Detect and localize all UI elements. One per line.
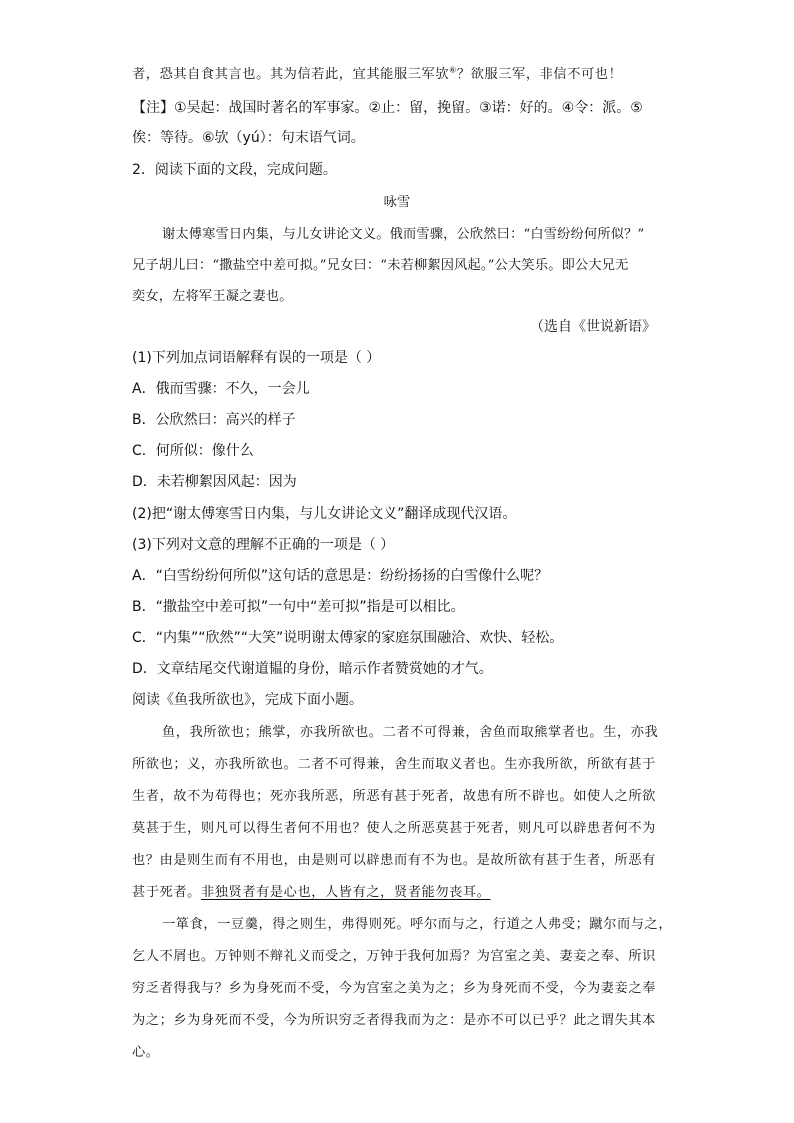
underlined-sentence: 非独贤者有是心也，人皆有之，贤者能勿丧耳。 bbox=[200, 885, 491, 900]
intro-line-1 bbox=[132, 66, 622, 84]
passage-line: 奕女，左将军王凝之妻也。 bbox=[132, 289, 293, 304]
passage-source: （选自《世说新语》 bbox=[530, 319, 656, 335]
question-2-heading: 2．阅读下面的文段，完成问题。 bbox=[132, 162, 337, 178]
passage-line: 兄子胡儿曰：“撒盐空中差可拟。”兄女曰：“未若柳絮因风起。”公大笑乐。即公大兄无 bbox=[132, 258, 629, 273]
passage-line: 心。 bbox=[132, 1045, 160, 1060]
intro-text: ？欲服三军，非信不可也！ bbox=[456, 67, 623, 82]
question-3-heading: 阅读《鱼我所欲也》，完成下面小题。 bbox=[132, 692, 363, 708]
passage-line: 为之；乡为身死而不受，今为所识穷乏者得我而为之：是亦不可以已乎？此之谓失其本 bbox=[132, 1013, 656, 1028]
passage-line: 生者，故不为苟得也；死亦我所恶，所恶有甚于死者，故患有所不辟也。如使人之所欲 bbox=[132, 789, 656, 804]
passage-line: 谢太傅寒雪日内集，与儿女讲论文义。俄而雪骤，公欣然曰：“白雪纷纷何所似？” bbox=[162, 227, 645, 242]
passage-line: 穷乏者得我与？乡为身死而不受，今为宫室之美为之；乡为身死而不受，今为妻妾之奉 bbox=[132, 981, 656, 996]
note-line-2: 俟：等待。⑥欤（yú）：句末语气词。 bbox=[132, 130, 365, 146]
passage-line: 鱼，我所欲也；熊掌，亦我所欲也。二者不可得兼，舍鱼而取熊掌者也。生，亦我 bbox=[162, 725, 659, 740]
sub-question-2: (2)把“谢太傅寒雪日内集，与儿女讲论文义”翻译成现代汉语。 bbox=[132, 506, 517, 522]
option-b: B．公欣然曰：高兴的样子 bbox=[132, 412, 296, 428]
intro-text: 者，恐其自食其言也。其为信若此，宜其能服三军欤 bbox=[132, 67, 450, 82]
option-a: A．“白雪纷纷何所似”这句话的意思是：纷纷扬扬的白雪像什么呢？ bbox=[132, 568, 549, 584]
passage-title: 咏雪 bbox=[383, 195, 411, 210]
passage-line: 一箪食，一豆羹，得之则生，弗得则死。呼尔而与之，行道之人弗受；蹴尔而与之， bbox=[162, 917, 673, 932]
option-a: A．俄而雪骤：不久，一会儿 bbox=[132, 381, 310, 397]
option-d: D．文章结尾交代谢道韫的身份，暗示作者赞赏她的才气。 bbox=[132, 661, 493, 677]
passage-line: 莫甚于生，则凡可以得生者何不用也？使人之所恶莫甚于死者，则凡可以辟患者何不为 bbox=[132, 821, 656, 836]
passage-line: 所欲也；义，亦我所欲也。二者不可得兼，舍生而取义者也。生亦我所欲，所欲有甚于 bbox=[132, 757, 656, 772]
sub-question-3: (3)下列对文意的理解不正确的一项是（ ） bbox=[132, 537, 395, 553]
option-c: C．何所似：像什么 bbox=[132, 443, 254, 459]
option-d: D．未若柳絮因风起：因为 bbox=[132, 474, 297, 490]
passage-text: 甚于死者。 bbox=[132, 885, 201, 900]
passage-line: 也？由是则生而有不用也，由是则可以辟患而有不为也。是故所欲有甚于生者，所恶有 bbox=[132, 853, 656, 868]
option-b: B．“撒盐空中差可拟”一句中“差可拟”指是可以相比。 bbox=[132, 599, 465, 615]
footnote-marker: ⑥ bbox=[449, 65, 457, 75]
note-line-1: 【注】①吴起：战国时著名的军事家。②止：留，挽留。③诺：好的。④令：派。⑤ bbox=[132, 100, 643, 116]
passage-line: 乞人不屑也。万钟则不辩礼义而受之，万钟于我何加焉？为宫室之美、妻妾之奉、所识 bbox=[132, 949, 656, 964]
sub-question-1: (1)下列加点词语解释有误的一项是（ ） bbox=[132, 350, 381, 366]
passage-line bbox=[132, 884, 490, 902]
option-c: C．“内集”“欣然”“大笑”说明谢太傅家的家庭氛围融洽、欢快、轻松。 bbox=[132, 630, 564, 646]
